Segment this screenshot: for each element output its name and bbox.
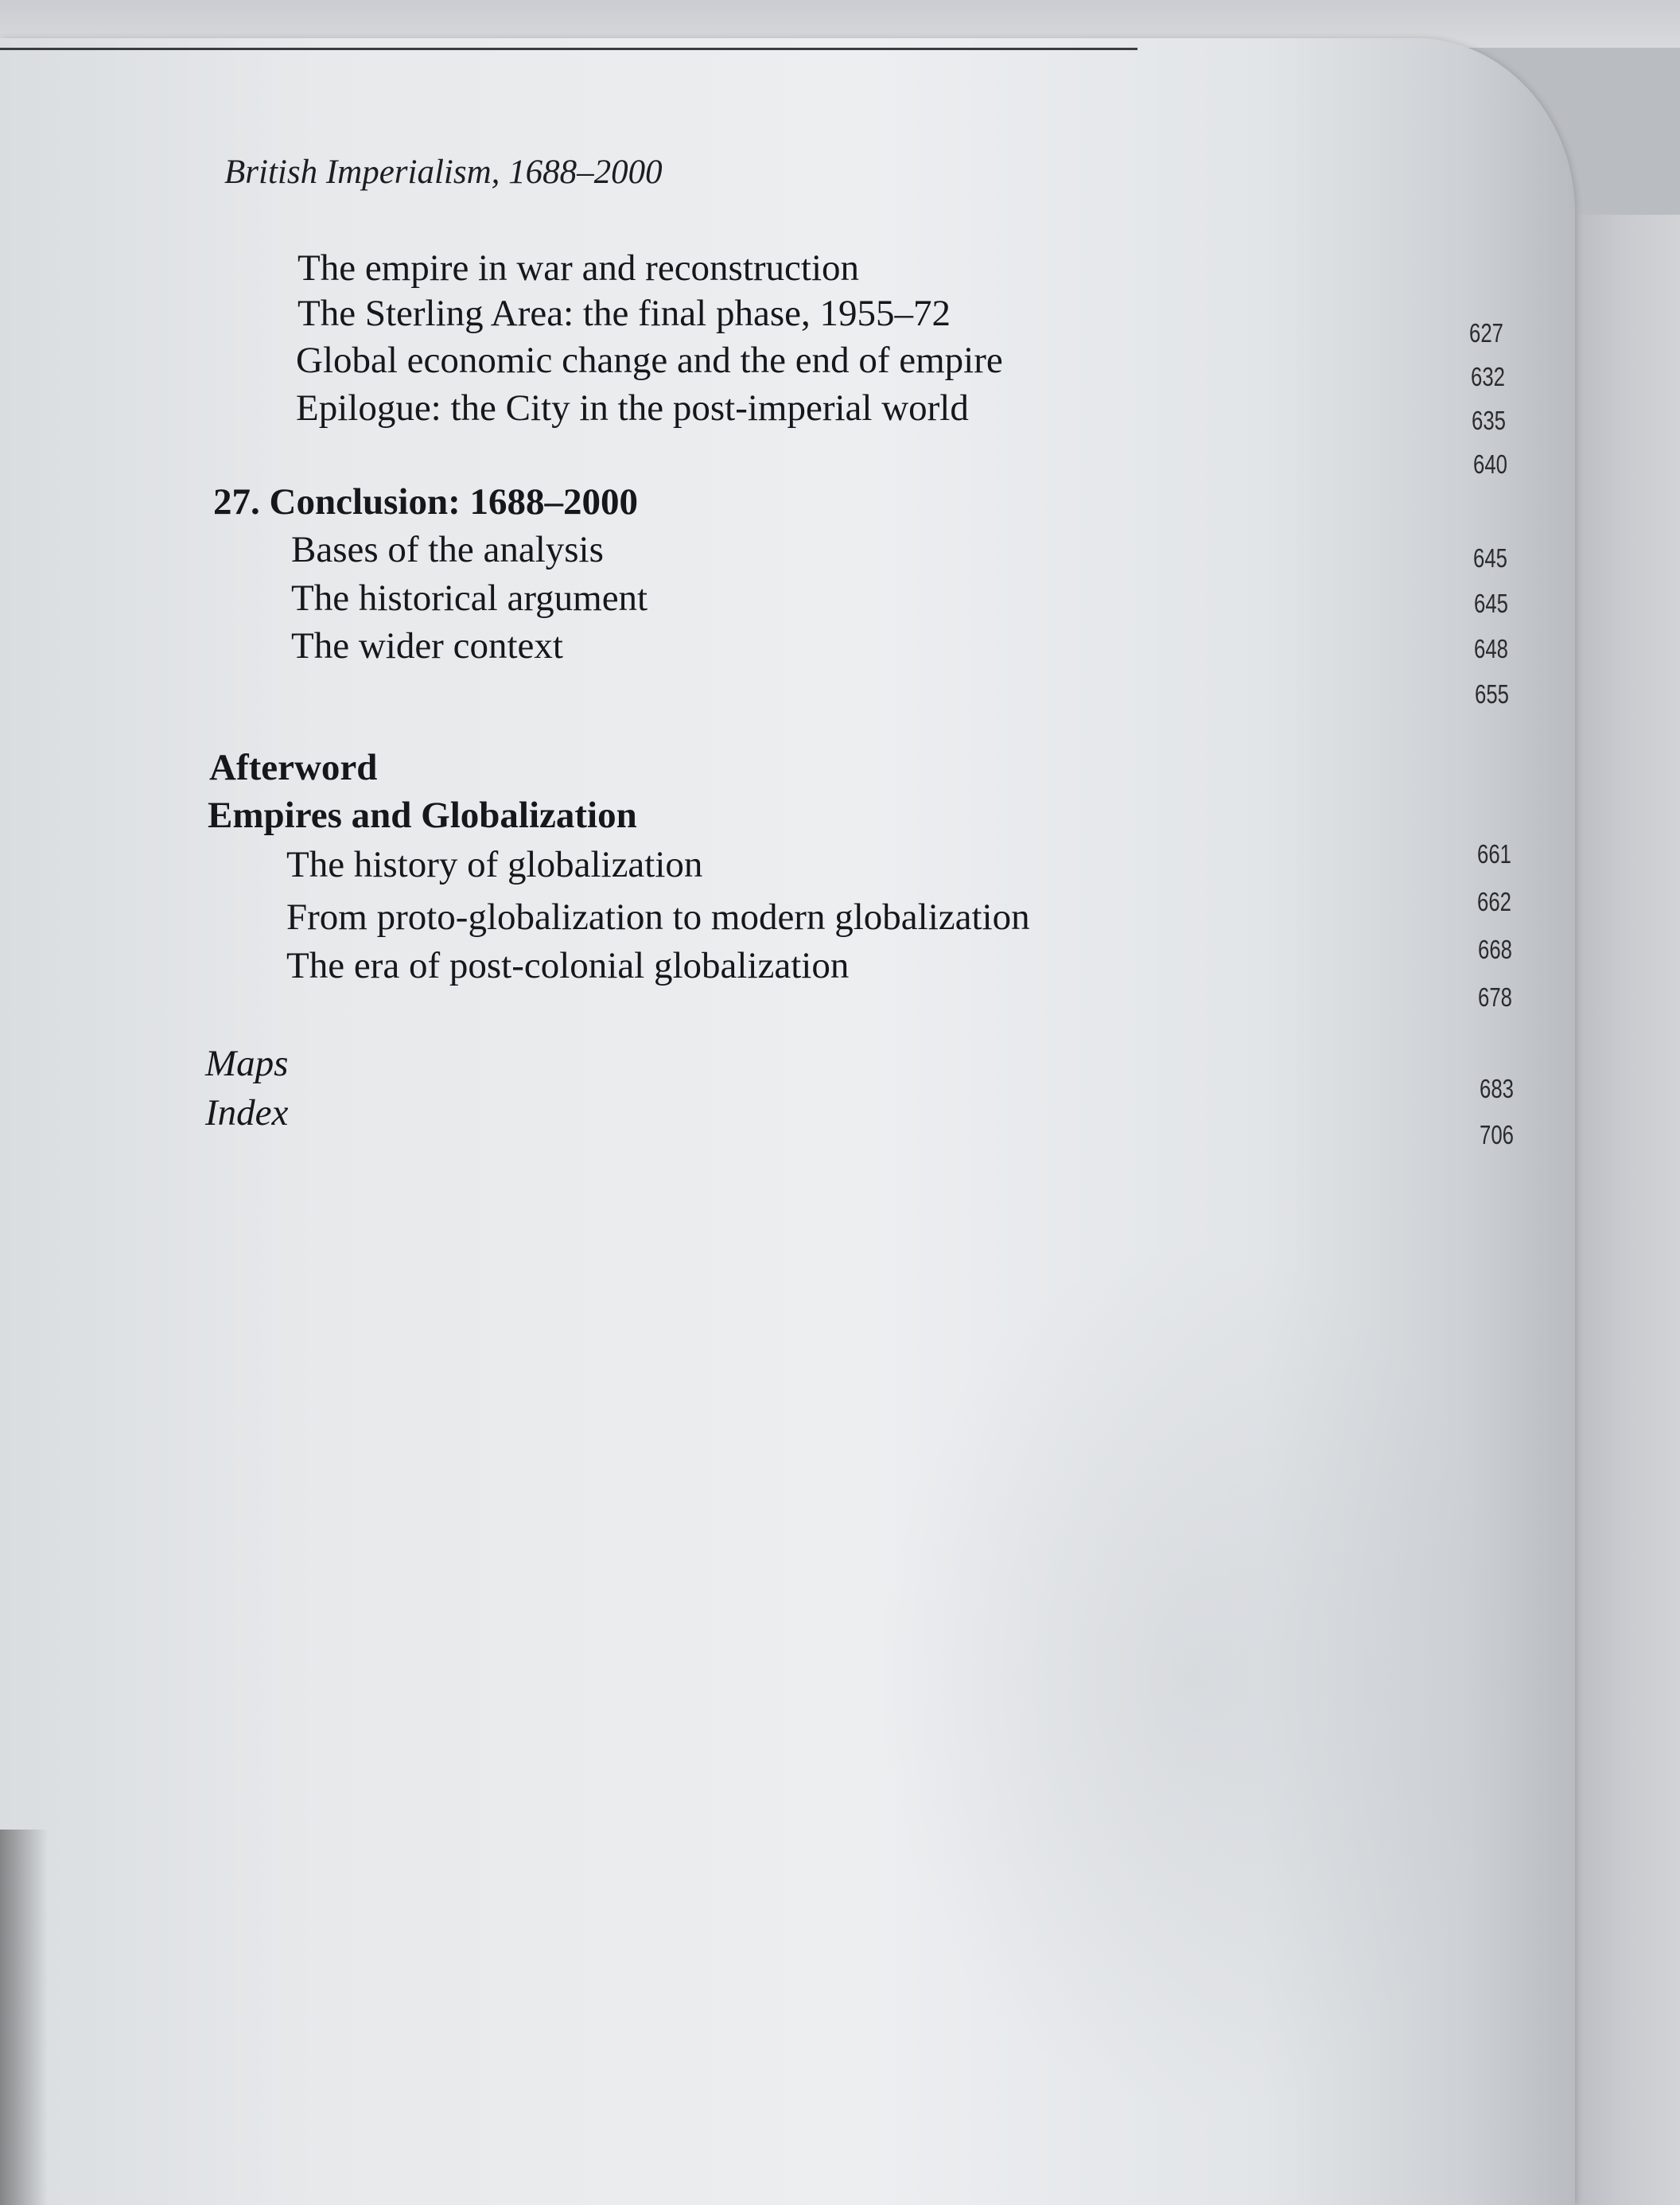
page-number: 635: [1472, 406, 1506, 435]
show-through-text: [875, 1241, 1511, 2116]
toc-entry: The history of globalization: [286, 844, 703, 885]
page-number: 632: [1471, 362, 1505, 391]
page-number: 655: [1475, 679, 1509, 709]
toc-entry: Epilogue: the City in the post-imperial world: [296, 387, 969, 429]
chapter-heading: 27. Conclusion: 1688–2000: [213, 481, 639, 523]
page-number: 668: [1478, 935, 1512, 964]
toc-entry: The era of post-colonial globalization: [286, 945, 850, 986]
toc-entry: The Sterling Area: the final phase, 1955–72: [298, 293, 951, 334]
page-number: 706: [1480, 1120, 1514, 1149]
toc-entry: The historical argument: [291, 578, 648, 619]
page-top-edge: [0, 48, 1138, 50]
page-number: 645: [1473, 543, 1507, 573]
toc-entry-index: Index: [205, 1092, 289, 1134]
running-head: British Imperialism, 1688–2000: [224, 154, 663, 191]
toc-entry: Global economic change and the end of empire: [296, 340, 1003, 381]
toc-entry: Bases of the analysis: [291, 529, 604, 570]
page-number: 648: [1474, 634, 1508, 663]
afterword-heading: Empires and Globalization: [208, 795, 637, 836]
page-number: 662: [1477, 887, 1511, 916]
afterword-label: Afterword: [209, 747, 378, 788]
toc-entry: From proto-globalization to modern globalization: [286, 896, 1030, 938]
page-number: 640: [1473, 449, 1507, 479]
page-number: 683: [1480, 1074, 1514, 1103]
page-number: 678: [1478, 982, 1512, 1012]
page-number: 645: [1474, 589, 1508, 618]
toc-entry: The wider context: [291, 625, 563, 667]
toc-entry: The empire in war and reconstruction: [298, 247, 860, 289]
page-number: 661: [1477, 839, 1511, 869]
toc-entry-maps: Maps: [205, 1043, 289, 1084]
page-number: 627: [1469, 318, 1503, 348]
finger-shadow: [0, 1830, 48, 2205]
